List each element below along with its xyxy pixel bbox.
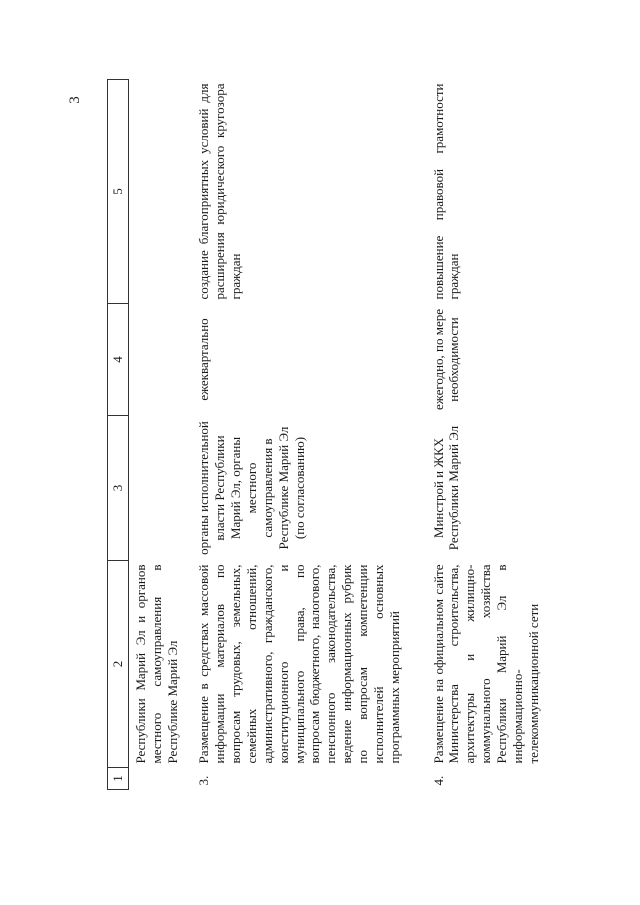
- table-row-continuation: [128, 80, 190, 790]
- row-result: создание благоприятных условий для расширения юридического кругозора граждан: [196, 83, 244, 300]
- row-period: ежеквартально: [196, 318, 212, 401]
- row-number-cell: [128, 768, 190, 790]
- row-result: повышение правовой грамотности граждан: [430, 83, 462, 300]
- empty-cell: [128, 304, 190, 416]
- row-number: 3.: [196, 775, 212, 786]
- row-executor: Минстрой и ЖКХ Республики Марий Эл: [430, 425, 462, 551]
- continued-description: Республики Марий Эл и органов местного самоуправления в Республике Марий Эл: [132, 564, 180, 764]
- program-table: [107, 79, 547, 790]
- row-executor: органы исполнительной власти Республики Марий Эл, органы местного самоуправления в Республике Марий Эл (по согласованию): [196, 421, 307, 555]
- table-header-row: [108, 80, 129, 790]
- header-cell-2: 2: [108, 561, 129, 768]
- empty-cell: [128, 416, 190, 561]
- header-cell-5: 5: [108, 80, 129, 304]
- empty-cell: [128, 80, 190, 304]
- row-period: ежегодно, по мере необходимости: [430, 308, 462, 411]
- header-cell-3: 3: [108, 416, 129, 561]
- header-cell-1: 1: [108, 768, 129, 790]
- header-cell-4: 4: [108, 304, 129, 416]
- program-table-page: [107, 80, 541, 790]
- page-number: 3: [67, 96, 83, 104]
- row-description: Размещение на официальном сайте Министерства строительства, архитектуры и жилищно-коммунального хозяйства Республики Марий Эл в информационно-телекоммуникационной сети: [430, 564, 541, 764]
- row-description: Размещение в средствах массовой информации материалов по вопросам трудовых, земельных, семейных отношений, административного, гражданского, конституционного и муниципального права, по вопросам бюджетного, налогового, пенсионного законодательства, ведение информационных рубрик по вопросам компетенции исполнителей основных программных мероприятий: [196, 564, 402, 764]
- row-number: 4.: [430, 775, 446, 786]
- table-row: [190, 80, 420, 790]
- table-row: [421, 80, 547, 790]
